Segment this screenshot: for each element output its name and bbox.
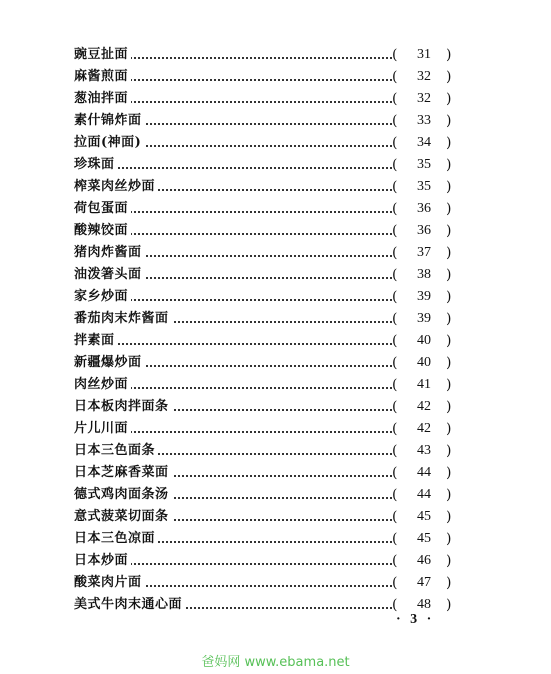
toc-entry[interactable]	[74, 418, 464, 440]
toc-entry[interactable]	[74, 352, 464, 374]
close-paren: )	[446, 553, 452, 569]
toc-entry[interactable]	[74, 506, 464, 528]
toc-entry-page: 40	[417, 355, 431, 370]
close-paren: )	[446, 113, 452, 129]
close-paren: )	[446, 245, 452, 261]
close-paren: )	[446, 597, 452, 613]
close-paren: )	[446, 377, 452, 393]
toc-entry[interactable]	[74, 396, 464, 418]
close-paren: )	[446, 47, 452, 63]
close-paren: )	[446, 443, 452, 459]
close-paren: )	[446, 421, 452, 437]
toc-entry[interactable]	[74, 242, 464, 264]
toc-entry-title: 日本芝麻香菜面	[74, 462, 172, 484]
toc-entry-page: 37	[417, 245, 431, 260]
toc-entry-page: 45	[417, 531, 431, 546]
table-of-contents	[74, 44, 464, 616]
toc-entry-page: 32	[417, 69, 431, 84]
close-paren: )	[446, 157, 452, 173]
toc-entry-page: 38	[417, 267, 431, 282]
toc-entry-title: 荷包蛋面	[74, 198, 131, 220]
toc-entry-title: 酸菜肉片面	[74, 572, 145, 594]
open-paren: (	[392, 531, 398, 547]
toc-entry-title: 豌豆扯面	[74, 44, 131, 66]
toc-entry-title: 日本三色面条	[74, 440, 158, 462]
toc-entry-page: 44	[417, 487, 431, 502]
open-paren: (	[392, 597, 398, 613]
open-paren: (	[392, 465, 398, 481]
toc-entry[interactable]	[74, 198, 464, 220]
toc-entry-page: 34	[417, 135, 431, 150]
close-paren: )	[446, 509, 452, 525]
toc-entry-title: 榨菜肉丝炒面	[74, 176, 158, 198]
toc-entry-title: 油泼箸头面	[74, 264, 145, 286]
toc-entry-title: 拉面(神面)	[74, 132, 144, 154]
close-paren: )	[446, 355, 452, 371]
toc-entry-page: 39	[417, 311, 431, 326]
open-paren: (	[392, 135, 398, 151]
close-paren: )	[446, 179, 452, 195]
toc-entry-title: 番茄肉末炸酱面	[74, 308, 172, 330]
close-paren: )	[446, 135, 452, 151]
toc-entry[interactable]	[74, 44, 464, 66]
toc-entry-title: 日本炒面	[74, 550, 131, 572]
toc-entry[interactable]	[74, 66, 464, 88]
toc-entry[interactable]	[74, 484, 464, 506]
toc-entry-page: 47	[417, 575, 431, 590]
open-paren: (	[392, 69, 398, 85]
toc-entry-title: 珍珠面	[74, 154, 118, 176]
close-paren: )	[446, 399, 452, 415]
toc-entry[interactable]	[74, 154, 464, 176]
toc-entry-page: 44	[417, 465, 431, 480]
open-paren: (	[392, 377, 398, 393]
close-paren: )	[446, 311, 452, 327]
open-paren: (	[392, 487, 398, 503]
toc-entry-page: 41	[417, 377, 431, 392]
page-number: · 3 ·	[396, 612, 435, 627]
toc-entry-page: 48	[417, 597, 431, 612]
open-paren: (	[392, 267, 398, 283]
close-paren: )	[446, 267, 452, 283]
toc-entry-page: 31	[417, 47, 431, 62]
toc-entry-title: 德式鸡肉面条汤	[74, 484, 172, 506]
toc-entry[interactable]	[74, 330, 464, 352]
open-paren: (	[392, 333, 398, 349]
open-paren: (	[392, 443, 398, 459]
open-paren: (	[392, 245, 398, 261]
toc-entry-title: 猪肉炸酱面	[74, 242, 145, 264]
toc-entry[interactable]	[74, 462, 464, 484]
toc-entry-title: 肉丝炒面	[74, 374, 131, 396]
toc-entry-title: 意式菠菜切面条	[74, 506, 172, 528]
toc-entry-title: 美式牛肉末通心面	[74, 594, 185, 616]
toc-entry-page: 35	[417, 157, 431, 172]
toc-entry-page: 32	[417, 91, 431, 106]
toc-entry[interactable]	[74, 264, 464, 286]
toc-entry-page: 40	[417, 333, 431, 348]
toc-entry-title: 酸辣饺面	[74, 220, 131, 242]
toc-entry[interactable]	[74, 308, 464, 330]
toc-entry[interactable]	[74, 286, 464, 308]
close-paren: )	[446, 91, 452, 107]
close-paren: )	[446, 223, 452, 239]
toc-entry[interactable]	[74, 440, 464, 462]
toc-entry[interactable]	[74, 220, 464, 242]
open-paren: (	[392, 179, 398, 195]
toc-entry[interactable]	[74, 132, 464, 154]
close-paren: )	[446, 531, 452, 547]
close-paren: )	[446, 69, 452, 85]
close-paren: )	[446, 465, 452, 481]
close-paren: )	[446, 575, 452, 591]
toc-entry-title: 葱油拌面	[74, 88, 131, 110]
open-paren: (	[392, 289, 398, 305]
toc-entry[interactable]	[74, 176, 464, 198]
open-paren: (	[392, 311, 398, 327]
open-paren: (	[392, 113, 398, 129]
open-paren: (	[392, 223, 398, 239]
toc-entry-title: 家乡炒面	[74, 286, 131, 308]
toc-entry[interactable]	[74, 528, 464, 550]
close-paren: )	[446, 289, 452, 305]
toc-entry-page: 36	[417, 201, 431, 216]
toc-entry-page: 39	[417, 289, 431, 304]
toc-entry-title: 日本板肉拌面条	[74, 396, 172, 418]
toc-entry[interactable]	[74, 374, 464, 396]
close-paren: )	[446, 487, 452, 503]
toc-entry-page: 33	[417, 113, 431, 128]
toc-entry-page: 42	[417, 399, 431, 414]
toc-entry-page: 45	[417, 509, 431, 524]
toc-entry-page: 46	[417, 553, 431, 568]
open-paren: (	[392, 509, 398, 525]
open-paren: (	[392, 399, 398, 415]
close-paren: )	[446, 333, 452, 349]
toc-entry[interactable]	[74, 550, 464, 572]
open-paren: (	[392, 47, 398, 63]
toc-entry-title: 片儿川面	[74, 418, 131, 440]
toc-entry-page: 35	[417, 179, 431, 194]
toc-entry-title: 素什锦炸面	[74, 110, 145, 132]
toc-entry-page: 43	[417, 443, 431, 458]
toc-entry-title: 拌素面	[74, 330, 118, 352]
toc-entry-title: 新疆爆炒面	[74, 352, 145, 374]
toc-entry-page: 42	[417, 421, 431, 436]
open-paren: (	[392, 553, 398, 569]
close-paren: )	[446, 201, 452, 217]
toc-entry[interactable]	[74, 572, 464, 594]
dot-leader	[74, 343, 392, 345]
open-paren: (	[392, 421, 398, 437]
toc-entry-page: 36	[417, 223, 431, 238]
toc-entry[interactable]	[74, 110, 464, 132]
toc-entry-title: 日本三色凉面	[74, 528, 158, 550]
open-paren: (	[392, 575, 398, 591]
open-paren: (	[392, 201, 398, 217]
watermark-text[interactable]: 爸妈网 www.ebama.net	[201, 655, 350, 670]
toc-entry[interactable]	[74, 88, 464, 110]
open-paren: (	[392, 91, 398, 107]
open-paren: (	[392, 355, 398, 371]
open-paren: (	[392, 157, 398, 173]
dot-leader	[74, 167, 392, 169]
toc-entry-title: 麻酱煎面	[74, 66, 131, 88]
